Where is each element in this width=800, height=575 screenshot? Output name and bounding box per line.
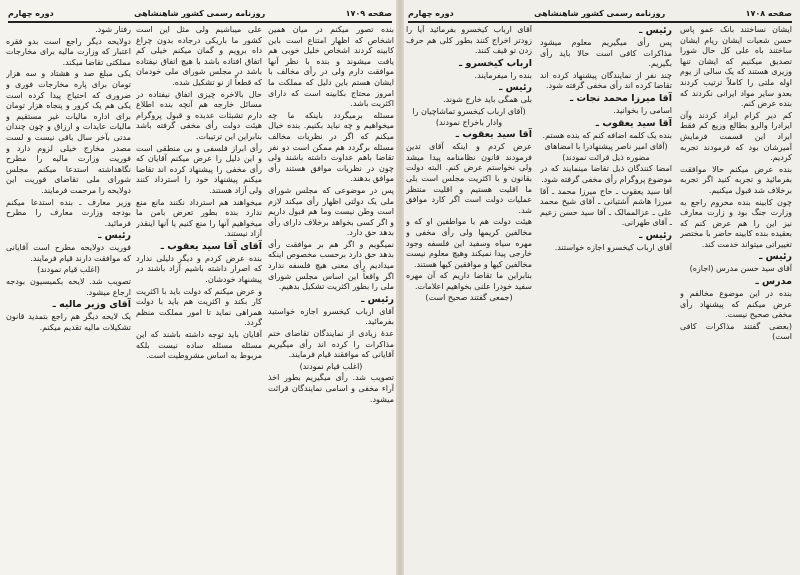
paragraph: بنده در این موضوع مخالفم و عرض میکنم که پیشنهاد رأی مخفی صحیح نیست. — [680, 289, 792, 320]
paragraph: پس در موضوعی که مجلس شورای ملی یک دولتی اظهار رأی میکند لازم است وطن نیست وما هم قبول داریم و اگر کسی بخواهد برخلاف دارای رأی بدهد حق دارد. — [268, 185, 394, 238]
paragraph: و عرض میکنم که دولت باید با اکثریت کار بکند و اکثریت هم باید با دولت همراهی نماید تا امور مملکت منظم گردد. — [136, 286, 262, 328]
issue-label: دوره چهارم — [408, 8, 454, 18]
paragraph: آقایان باید توجه داشته باشند که این مسئله مسئله ساده نیست بلکه مربوط به اساس مشروطیت است. — [136, 330, 262, 361]
paragraph: بلی همگی باید خارج شوند. — [443, 95, 532, 105]
paragraph: مسئله برمیگردد باینکه ما چه میخواهیم و چه نباید بکنیم. بنده خیال میکنم که اگر در نظریات مخالف مسئله برگردد هم ممکن است دو نفر تقاضا باهم عداوت داشته باشند ولی چون در نظریات موافق هستند رأی موافق بدهند. — [268, 110, 394, 184]
speaker-name: آقا سید یعقوب ـ — [595, 117, 672, 129]
speaker-name: رئیس ـ — [499, 82, 532, 94]
paragraph: کم دیر کرام ایراد کردند وآن ایرادرا والرو بطالع وزیع کم فقط ایراد این قسمت فرمایش آمیرشان بود که فرمودند تجربه کردیم. — [680, 110, 792, 163]
header-rule — [8, 21, 392, 23]
paragraph: رأی ابراز فلسفی و بی منطقی است و این دلیل را عرض میکنم آقایان که رأی مخفی را پیشنهاد کرده اند تقاضا میکنم پیشنهاد خود را استرداد کنند ولی آزاد هستند. — [136, 143, 262, 195]
speaker-name: رئیس ـ — [361, 293, 394, 305]
text-column — [6, 25, 131, 570]
paragraph: پس رأی میگیریم معلوم میشود مذاکرات کافی است حالا باید رأی بگیریم. — [540, 38, 672, 69]
paragraph: نمیگویم و اگر هم بر موافقت رأی بدهد حق دارد برحسب مخصوص اینکه میدادیم رأی معنی هیچ فلسفه ندارد اگر واقعاً این اساس مجلس شورای ملی را بطور اکثریت تشکیل بدهیم. — [268, 239, 394, 292]
paragraph: تصویب شد. لایحه بکمیسیون بودجه ارجاع میشود. — [6, 277, 131, 297]
speaker-name: آقای وزیر مالیه ـ — [52, 299, 131, 311]
speaker-name: رئیس ـ — [759, 251, 792, 263]
parenthetical-note: (آقای امیر ناصر پیشنهادرا با امضاهای مضوره ذیل قرائت نمودند) — [544, 142, 668, 162]
paragraph: بنده عرض میکنم حالا موافقت بفرمائید و تجربه کنید اگر تجربه برخلاف شد قبول میکنیم. — [680, 164, 792, 195]
speaker-name: مدرس ـ — [755, 276, 792, 288]
paragraph: حال بالاخره چیزی اتفاق نیفتاده در مسائل خارجه هم آنچه بنده اطلاع دارم تشبثات عدیده و قبول پروگرام هیئت دولت رأی مخفی گرفته باشد بنابراین این ترتیبات. — [136, 89, 262, 141]
paragraph: بنده عرض کردم و دیگر دلیلی ندارد که اصرار داشته باشیم آزاد باشند در پیشنهاد خودشان. — [136, 253, 262, 285]
parenthetical-note: (آقای ارباب کیخسرو تماشاچیان را وادار باخراج نمودند) — [412, 106, 526, 127]
paragraph: ایشان نساختند بانک عمو پاس حسن شعبات ایشان ریام ایشان ساختند باه علی کل حال شورا تصدیق میکنیم که ایشان تنها وزیری هستند که یک سالی از یوم اوله ملتی را کاملاً ترتیب کردند بعدو سایر مواد ایرانی نکردند که بنده عرض کنم. — [680, 25, 792, 109]
paragraph: بنده یک کلمه اضافه کنم که بنده هستم. — [542, 130, 672, 140]
page-number: صفحه ۱۷۰۹ — [345, 8, 392, 18]
paragraph: بنابراین ما تقاضا داریم که آن مهره سفید خودرا علنی بخواهیم اعلامات. — [406, 271, 532, 291]
text-column — [406, 25, 532, 570]
paragraph: اسامی را بخوانید. — [613, 105, 672, 115]
paragraph: تصویب شد. رأی میگیریم بطور اخذ آراء مخفی و اسامی نمایندگان قرائت میشود. — [268, 373, 394, 404]
paragraph: بنده تصور میکنم در میان همین اشخاص که اظهار امتناع است باین کابینه کردند اشخاص خلیل خوبی هم یافت میشوند و بنده با نظر آنها موافقت دارم ولی در رأی مخالف با ایشان هستم باین دلیل که مملکت ما امروز محتاج بکابینه است که دارای اکثریت باشد. — [268, 25, 394, 109]
text-column — [268, 25, 394, 570]
paragraph: میخواهند هم استرداد نکنند مانع منع ندارد بنده بطور تعرض بامن ما میخواهیم آنها را منع کنیم یا آنها اینقدر آزاد نیستند. — [136, 197, 262, 239]
paragraph: دولایحه دیگر راجع است بدو فقره اعتبار که وزارت مالیه برای مخارجات مملکتی تقاضا میکند. — [6, 36, 131, 67]
page-number: صفحه ۱۷۰۸ — [745, 8, 792, 18]
paragraph: عدۀ زیادی از نمایندگان تقاضای ختم مذاکرات را کرده اند رأی میگیریم آقایانی که موافقند قیام فرمایند. — [268, 329, 394, 360]
paragraph: آقای سید حسن مدرس (اجازه) — [689, 264, 792, 274]
paragraph: یکی مبلغ صد و هشتاد و سه هزار تومان برای پاره مخارجات فوری و ضروری که احتیاج پیدا کرده است یکی هم یک کرور و پنجاه هزار تومان برای اداره مالیات غیر مستقیم و مالیات عایدات و ارزاق و چون چندان مدتی بآخر سال باقی نیست و لست مصدر مخارج خیلی لزوم دارد و فوریت وزارت مالیه را مطرح نگاهداشته استدعا میکنم مجلس شورای ملی تقاضای فوریت این دولایحه را مرحمت فرمایند. — [6, 69, 131, 195]
text-column — [136, 25, 262, 570]
paragraph: آقای ارباب کیخسرو اجازه خواستید بفرمائید. — [268, 306, 394, 327]
speaker-name: آقا سید یعقوب ـ — [455, 129, 532, 141]
paragraph: هیئت دولت هم با مواطفین او که و مخالفین کریمها ولی رأی مخفی و مهره سیاه وسفید این فلسفه وجود خارجی پیدا نمیکند وهیچ معلوم نیست مخالفین کیها و موافقین کیها هستند. — [406, 217, 532, 269]
paragraph: آقای ارباب کیخسرو اجازه خواستند. — [554, 242, 672, 252]
issue-label: دوره چهارم — [8, 8, 54, 18]
page-header — [408, 6, 792, 20]
speaker-name: رئیس ـ — [639, 25, 672, 36]
paragraph: امضا کنندگان ذیل تقاضا مینمایند که در موضوع پروگرام رأی مخفی گرفته شود. — [540, 164, 672, 184]
speaker-name: ارباب کیخسرو ـ — [459, 57, 532, 69]
speaker-name: رئیس ـ — [639, 229, 672, 241]
page-gutter — [396, 0, 404, 575]
paragraph: (بعضی گفتند مذاکرات کافی است) — [680, 321, 792, 342]
page-header — [8, 6, 392, 20]
text-column — [540, 25, 672, 570]
gazette-title: روزنامه رسمی کشور شاهنشاهی — [134, 8, 266, 18]
speaker-name: آقای آقا سید یعقوب ـ — [160, 240, 262, 252]
paragraph: علی میباشیم ولی مثل این است کشور ما باریکی درجاده بدون چراغ داه برویم و گمان میکنم خیلی کم اتفاق افتاده باشد با هیچ اتفاق نیفتاده باشد در مجلس شورای ملی خودمان که قطعاً از نو تشکیل شده. — [136, 25, 262, 87]
paragraph: آقای ارباب کیخسرو بفرمائید آیا را زودتر اخراج کنند بطور کلی هم حرف زدن تو قیف کنند. — [406, 25, 532, 56]
paragraph: بنده را میفرمایند. — [474, 70, 532, 80]
parenthetical-note: (اغلب قیام نمودند) — [37, 265, 100, 275]
paragraph: چون کابینه بنده محروم راجع به وزارت جنگ بود و زارت معارف نیز این را هم عرض کنم که بعقیده بنده کابینه حاضر با مختصر تغییراتی میتواند خدمت کند. — [680, 197, 792, 249]
paragraph: عرض کردم و اینکه آقای تدین فرمودند قانون نظامنامه پیدا میشد ولی نخواستم عرض کنم. البته دولت بقانون و با اکثریت مجلس است بلی ما اقلیت هستیم و اقلیت منتظر عملیات دولت است اگر کارد موافق شد. — [406, 142, 532, 215]
speaker-name: رئیس ـ — [98, 230, 131, 242]
text-column — [680, 25, 792, 570]
paragraph: چند نفر از نمایندگان پیشنهاد کرده اند تقاضا کرده اند رأی مخفی گرفته شود. — [540, 70, 672, 91]
header-rule — [408, 21, 792, 23]
paragraph: وزیر معارف ـ بنده استدعا میکنم بودجه وزارت معارف را مطرح فرمائید. — [6, 197, 131, 228]
right-page — [400, 0, 800, 575]
parenthetical-note: (جمعی گفتند صحیح است) — [425, 293, 513, 303]
gazette-title: روزنامه رسمی کشور شاهنشاهی — [534, 8, 666, 18]
paragraph: رفتار شود. — [95, 25, 131, 34]
parenthetical-note: (اغلب قیام نمودند) — [299, 361, 363, 371]
paragraph: فوریت دولایحه مطرح است آقایانی که موافقت دارند قیام فرمایند. — [6, 243, 131, 263]
speaker-name: آقا میرزا محمد نجات ـ — [569, 92, 672, 104]
paragraph: آقا سید یعقوب ـ حاج میرزا محمد ـ آقا میرزا هاشم آشتیانی ـ آقای شیخ محمد علی ـ عزالممالک ـ آقا سید حسن زعیم ـ آقای طهرانی. — [540, 186, 672, 228]
paragraph: یک لایحه دیگر هم راجع بتمدید قانون تشکیلات مالیه تقدیم میکنم. — [6, 312, 131, 332]
